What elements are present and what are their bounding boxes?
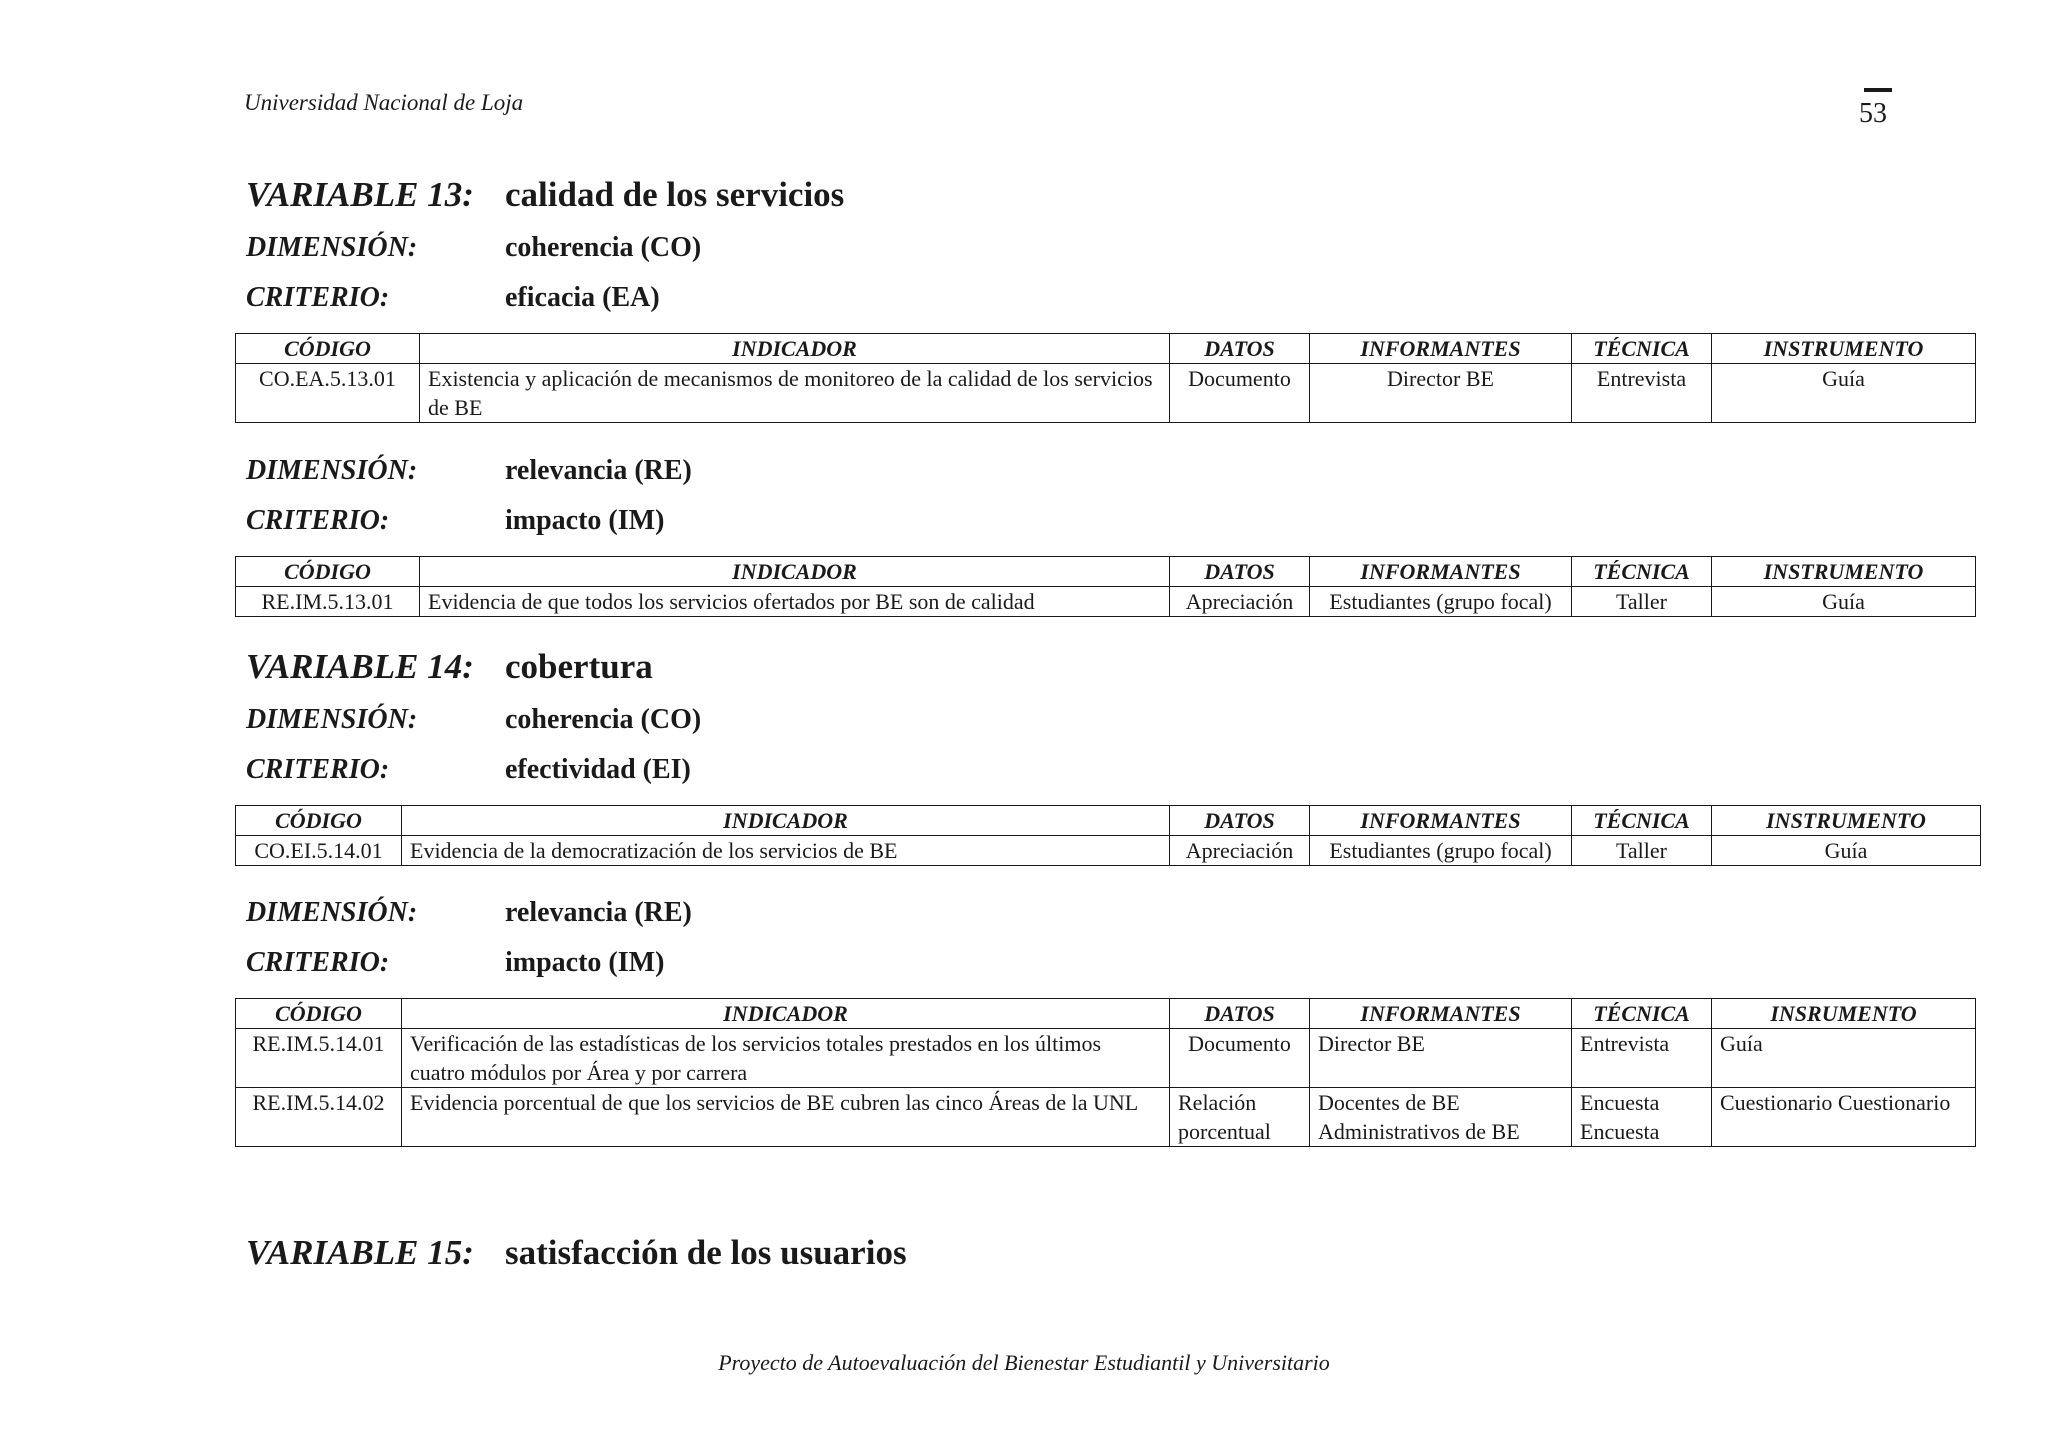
criterio-value: eficacia (EA) [505, 282, 660, 313]
cell-datos: Relación porcentual [1170, 1088, 1310, 1147]
cell-instrumento: Guía [1712, 1029, 1976, 1088]
cell-informantes: Docentes de BE Administrativos de BE [1310, 1088, 1572, 1147]
cell-codigo: RE.IM.5.14.01 [236, 1029, 402, 1088]
cell-informantes: Director BE [1310, 364, 1572, 423]
table-header-row [236, 334, 1976, 364]
col-header-codigo: CÓDIGO [236, 557, 420, 587]
col-header-indicador: INDICADOR [420, 557, 1170, 587]
criterio-value: impacto (IM) [505, 947, 665, 978]
indicator-table-re-im-13 [235, 556, 1976, 617]
cell-instrumento: Guía [1712, 836, 1981, 866]
col-header-instrumento: INSRUMENTO [1712, 999, 1976, 1029]
dimension-value: relevancia (RE) [505, 897, 692, 928]
col-header-tecnica: TÉCNICA [1572, 557, 1712, 587]
criterio-label: CRITERIO: [246, 505, 390, 536]
col-header-indicador: INDICADOR [420, 334, 1170, 364]
variable-13-label: VARIABLE 13: [246, 175, 474, 214]
cell-tecnica: Encuesta Encuesta [1572, 1088, 1712, 1147]
col-header-datos: DATOS [1170, 999, 1310, 1029]
col-header-informantes: INFORMANTES [1310, 334, 1572, 364]
cell-datos: Documento [1170, 364, 1310, 423]
criterio-label: CRITERIO: [246, 754, 390, 785]
variable-15-name: satisfacción de los usuarios [505, 1233, 907, 1272]
cell-indicador: Existencia y aplicación de mecanismos de monitoreo de la calidad de los servicios de BE [420, 364, 1170, 423]
col-header-informantes: INFORMANTES [1310, 999, 1572, 1029]
cell-indicador: Evidencia de que todos los servicios ofertados por BE son de calidad [420, 587, 1170, 617]
dimension-label: DIMENSIÓN: [246, 704, 418, 735]
indicator-table-re-im-14 [235, 998, 1976, 1147]
col-header-codigo: CÓDIGO [236, 806, 402, 836]
cell-indicador: Verificación de las estadísticas de los servicios totales prestados en los últimos cuatro módulos por Área y por carrera [402, 1029, 1170, 1088]
col-header-instrumento: INSTRUMENTO [1712, 557, 1976, 587]
col-header-datos: DATOS [1170, 806, 1310, 836]
table-row [236, 1029, 1976, 1088]
dimension-value: relevancia (RE) [505, 455, 692, 486]
col-header-tecnica: TÉCNICA [1572, 806, 1712, 836]
cell-datos: Apreciación [1170, 836, 1310, 866]
page-number: 53 [1859, 98, 1887, 129]
table-header-row [236, 557, 1976, 587]
cell-codigo: RE.IM.5.13.01 [236, 587, 420, 617]
dimension-label: DIMENSIÓN: [246, 232, 418, 263]
dimension-value: coherencia (CO) [505, 704, 702, 735]
variable-15-label: VARIABLE 15: [246, 1233, 474, 1272]
col-header-indicador: INDICADOR [402, 806, 1170, 836]
criterio-value: impacto (IM) [505, 505, 665, 536]
cell-codigo: RE.IM.5.14.02 [236, 1088, 402, 1147]
cell-datos: Apreciación [1170, 587, 1310, 617]
col-header-datos: DATOS [1170, 557, 1310, 587]
table-row [236, 836, 1981, 866]
variable-13-name: calidad de los servicios [505, 175, 845, 214]
cell-codigo: CO.EI.5.14.01 [236, 836, 402, 866]
col-header-datos: DATOS [1170, 334, 1310, 364]
variable-14-name: cobertura [505, 647, 653, 686]
cell-tecnica: Entrevista [1572, 1029, 1712, 1088]
cell-instrumento: Guía [1712, 587, 1976, 617]
cell-tecnica: Taller [1572, 587, 1712, 617]
indicator-table-co-ei [235, 805, 1981, 866]
cell-indicador: Evidencia de la democratización de los servicios de BE [402, 836, 1170, 866]
cell-datos: Documento [1170, 1029, 1310, 1088]
criterio-label: CRITERIO: [246, 282, 390, 313]
page-number-rule [1864, 88, 1892, 92]
cell-indicador: Evidencia porcentual de que los servicios de BE cubren las cinco Áreas de la UNL [402, 1088, 1170, 1147]
cell-codigo: CO.EA.5.13.01 [236, 364, 420, 423]
col-header-informantes: INFORMANTES [1310, 557, 1572, 587]
col-header-tecnica: TÉCNICA [1572, 999, 1712, 1029]
indicator-table-co-ea [235, 333, 1976, 423]
cell-tecnica: Entrevista [1572, 364, 1712, 423]
col-header-tecnica: TÉCNICA [1572, 334, 1712, 364]
table-header-row [236, 806, 1981, 836]
cell-informantes: Estudiantes (grupo focal) [1310, 587, 1572, 617]
table-row [236, 1088, 1976, 1147]
dimension-label: DIMENSIÓN: [246, 897, 418, 928]
cell-informantes: Estudiantes (grupo focal) [1310, 836, 1572, 866]
cell-instrumento: Guía [1712, 364, 1976, 423]
cell-tecnica: Taller [1572, 836, 1712, 866]
col-header-instrumento: INSTRUMENTO [1712, 806, 1981, 836]
table-row [236, 587, 1976, 617]
table-row [236, 364, 1976, 423]
dimension-label: DIMENSIÓN: [246, 455, 418, 486]
col-header-codigo: CÓDIGO [236, 999, 402, 1029]
criterio-value: efectividad (EI) [505, 754, 691, 785]
cell-instrumento: Cuestionario Cuestionario [1712, 1088, 1976, 1147]
col-header-indicador: INDICADOR [402, 999, 1170, 1029]
variable-14-label: VARIABLE 14: [246, 647, 474, 686]
page-footer: Proyecto de Autoevaluación del Bienestar Estudiantil y Universitario [718, 1350, 1330, 1375]
dimension-value: coherencia (CO) [505, 232, 702, 263]
col-header-informantes: INFORMANTES [1310, 806, 1572, 836]
cell-informantes: Director BE [1310, 1029, 1572, 1088]
col-header-codigo: CÓDIGO [236, 334, 420, 364]
page-header-title: Universidad Nacional de Loja [244, 90, 524, 115]
criterio-label: CRITERIO: [246, 947, 390, 978]
col-header-instrumento: INSTRUMENTO [1712, 334, 1976, 364]
table-header-row [236, 999, 1976, 1029]
